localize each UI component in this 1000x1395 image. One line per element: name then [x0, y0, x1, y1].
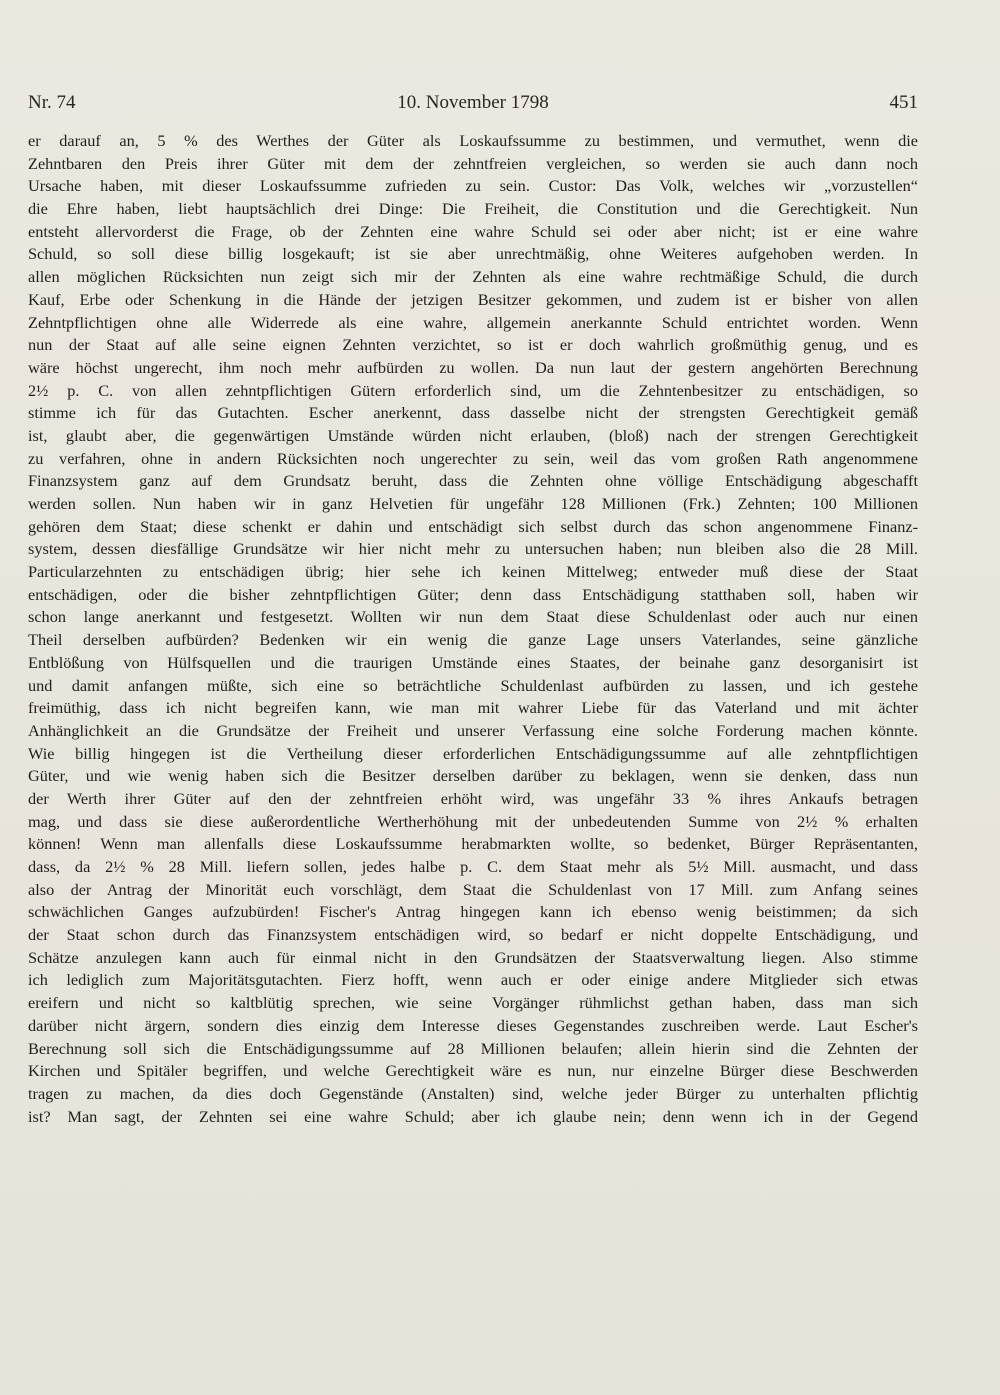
text-line: Wie billig hingegen ist die Vertheilung dieser erforderlichen Entschädigungssumme auf alle zehntpflichtigen [28, 743, 918, 763]
text-line: Entblößung von Hülfsquellen und die traurigen Umstände eines Staates, der beinahe ganz desorganisirt ist [28, 652, 918, 672]
text-line: schon lange anerkannt und festgesetzt. Wollten wir nun dem Staat diese Schuldenlast oder auch nur einen [28, 607, 918, 627]
header-date: 10. November 1798 [397, 92, 549, 113]
text-line: entschädigen, oder die bisher zehntpflichtigen Güter; denn dass Entschädigung statthaben soll, haben wir [28, 584, 918, 604]
running-header [28, 92, 918, 116]
text-line: und damit anfangen müßte, sich eine so beträchtliche Schuldenlast aufbürden zu lassen, und ich gestehe [28, 675, 918, 695]
text-line: Schuld, so soll diese billig losgekauft; ist sie aber unrechtmäßig, ohne Weiteres aufgehoben werden. In [28, 244, 918, 264]
text-line: darüber nicht ärgern, sondern dies einzig dem Interesse dieses Gegenstandes zuschreiben werde. Laut Escher's [28, 1015, 918, 1035]
text-line: wäre höchst ungerecht, ihm noch mehr aufbürden zu wollen. Da nun laut der gestern angehörten Berechnung [28, 357, 918, 377]
text-line: Kirchen und Spitäler begriffen, und welche Gerechtigkeit wäre es nun, nur einzelne Bürger diese Beschwerden [28, 1061, 918, 1081]
text-line: entsteht allervorderst die Frage, ob der Zehnten eine wahre Schuld sei oder aber nicht; ist er eine wahre [28, 221, 918, 241]
text-line: also der Antrag der Minorität euch vorschlägt, dem Staat die Schuldenlast von 17 Mill. zum Anfang seines [28, 879, 918, 899]
text-line: Particularzehnten zu entschädigen übrig; hier sehe ich keinen Mittelweg; entweder muß diese der Staat [28, 562, 918, 582]
text-line: gehören dem Staat; diese schenkt er dahin und entschädigt sich selbst durch das schon angenommene Finanz- [28, 516, 918, 536]
text-line: Zehntbaren den Preis ihrer Güter mit dem der zehntfreien vergleichen, so werden sie auch dann noch [28, 153, 918, 173]
text-line: dass, da 2½ % 28 Mill. liefern sollen, jedes halbe p. C. dem Staat mehr als 5½ Mill. ausmacht, und dass [28, 857, 918, 876]
text-line: Berechnung soll sich die Entschädigungssumme auf 28 Millionen belaufen; allein hierin sind die Zehnten der [28, 1038, 918, 1058]
text-line: Finanzsystem ganz auf dem Grundsatz beruht, dass die Zehnten ohne völlige Entschädigung abgeschafft [28, 471, 918, 491]
document-number: Nr. 74 [28, 92, 76, 113]
text-line: die Ehre haben, liebt hauptsächlich drei Dinge: Die Freiheit, die Constitution und die Gerechtigkeit. Nun [28, 199, 918, 219]
text-line: system, dessen diesfällige Grundsätze wir hier nicht mehr zu untersuchen haben; nun bleiben also die 28 Mill. [28, 539, 918, 559]
text-line: Schätze anzulegen kann auch für einmal nicht in den Grundsätzen der Staatsverwaltung liegen. Also stimme [28, 947, 918, 967]
text-line: ereifern und nicht so kaltblütig sprechen, wie seine Vorgänger rühmlichst gethan haben, dass man sich [28, 993, 918, 1013]
text-line: der Staat schon durch das Finanzsystem entschädigen wird, so bedarf er nicht doppelte Entschädigung, und [28, 925, 918, 945]
text-line: tragen zu machen, da dies doch Gegenstände (Anstalten) sind, welche jeder Bürger zu unterhalten pflichtig [28, 1083, 918, 1103]
text-line: 2½ p. C. von allen zehntpflichtigen Gütern erforderlich sind, um die Zehntenbesitzer zu entschädigen, so [28, 380, 918, 400]
text-line: schwächlichen Ganges aufzubürden! Fischer's Antrag hingegen kann ich ebenso wenig beistimmen; da sich [28, 902, 918, 922]
text-line: stimme ich für das Gutachten. Escher anerkennt, dass dasselbe nicht der strengsten Gerechtigkeit gemäß [28, 403, 918, 423]
body-text [28, 130, 918, 1128]
text-line: Theil derselben aufbürden? Bedenken wir ein wenig die ganze Lage unsers Vaterlandes, seine gänzliche [28, 630, 918, 650]
text-line: der Werth ihrer Güter auf den der zehntfreien erhöht wird, was ungefähr 33 % ihres Ankaufs betragen [28, 788, 918, 808]
text-line: ist, glaubt aber, die gegenwärtigen Umstände würden nicht erlauben, (bloß) nach der strengen Gerechtigkeit [28, 425, 918, 445]
text-line: können! Wenn man allenfalls diese Loskaufssumme herabmarkten wollte, so bedenket, Bürger Repräsentanten, [28, 834, 918, 854]
page-number: 451 [889, 92, 918, 113]
text-line: ich lediglich zum Majoritätsgutachten. Fierz hofft, wenn auch er oder einige andere Mitglieder sich etwas [28, 970, 918, 990]
text-line: Zehntpflichtigen ohne alle Widerrede als eine wahre, allgemein anerkannte Schuld entrichtet worden. Wenn [28, 312, 918, 332]
text-line: Kauf, Erbe oder Schenkung in die Hände der jetzigen Besitzer gekommen, und zudem ist er bisher von allen [28, 289, 918, 309]
text-line: freimüthig, dass ich nicht begreifen kann, wie man mit wahrer Liebe für das Vaterland und mit ächter [28, 698, 918, 718]
text-line: mag, und dass sie diese außerordentliche Wertherhöhung mit der unbedeutenden Summe von 2½ % erhalten [28, 811, 918, 831]
text-line: zu verfahren, ohne in andern Rücksichten noch ungerechter zu sein, weil das vom großen Rath angenommene [28, 448, 918, 468]
text-line: Anhänglichkeit an die Grundsätze der Freiheit und unserer Verfassung eine solche Forderung machen könnte. [28, 720, 918, 740]
text-line: er darauf an, 5 % des Werthes der Güter als Loskaufssumme zu bestimmen, und vermuthet, wenn die [28, 131, 918, 150]
text-line: Güter, und wie wenig haben sich die Besitzer derselben darüber zu beklagen, wenn sie denken, dass nun [28, 766, 918, 786]
text-line: ist? Man sagt, der Zehnten sei eine wahre Schuld; aber ich glaube nein; denn wenn ich in der Gegend [28, 1106, 918, 1126]
text-line: nun der Staat auf alle seine eignen Zehnten verzichtet, so ist er doch wahrlich großmüthig genug, und es [28, 335, 918, 355]
text-line: allen möglichen Rücksichten nun zeigt sich mir der Zehnten als eine wahre rechtmäßige Schuld, die durch [28, 267, 918, 287]
text-line: werden sollen. Nun haben wir in ganz Helvetien für ungefähr 128 Millionen (Frk.) Zehnten; 100 Millionen [28, 494, 918, 513]
text-line: Ursache haben, mit dieser Loskaufssumme zufrieden zu sein. Custor: Das Volk, welches wir „vorzustellen“ [28, 176, 918, 196]
